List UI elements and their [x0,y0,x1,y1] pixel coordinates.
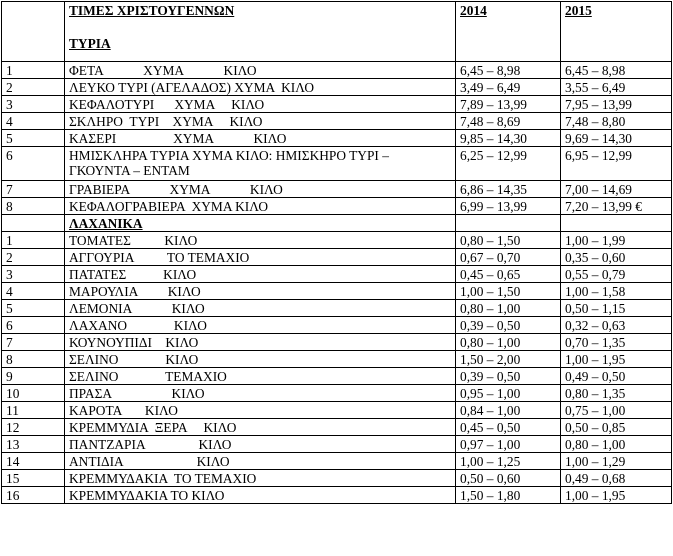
price-2015-text: 0,70 – 1,35 [565,335,626,350]
item-name-text: ΚΡΕΜΜΥΔΑΚΙΑ ΤΟ ΤΕΜΑΧΙΟ [69,471,257,486]
table-row [2,385,672,402]
section-header-2014-cell [456,215,561,232]
table-row [2,113,672,130]
row-number-text: 13 [6,437,20,452]
row-number [2,436,65,453]
item-name [65,96,456,113]
price-2015-text: 6,45 – 8,98 [565,63,626,78]
table-row [2,232,672,249]
row-number-text: 2 [6,80,13,95]
row-number [2,130,65,147]
price-2015-text: 1,00 – 1,58 [565,284,626,299]
row-number-text: 5 [6,131,13,146]
header-year1-cell [456,2,561,62]
price-2014 [456,351,561,368]
section-header-row [2,215,672,232]
price-2015 [561,385,672,402]
header-row [2,2,672,62]
price-2014-text: 1,50 – 2,00 [460,352,521,367]
price-2015 [561,419,672,436]
row-number [2,232,65,249]
price-table-body [2,2,672,504]
row-number [2,147,65,181]
header-num-cell [2,2,65,62]
row-number-text: 10 [6,386,20,401]
price-2014-text: 6,86 – 14,35 [460,182,527,197]
item-name-text: ΣΕΛΙΝΟ ΚΙΛΟ [69,352,199,367]
item-name [65,181,456,198]
price-2015 [561,113,672,130]
price-2015 [561,283,672,300]
row-number [2,198,65,215]
table-title: ΤΙΜΕΣ ΧΡΙΣΤΟΥΓΕΝΝΩΝ [69,3,235,18]
price-2015-text: 1,00 – 1,99 [565,233,626,248]
price-table [1,1,672,504]
row-number-text: 1 [6,233,13,248]
price-2015-text: 7,95 – 13,99 [565,97,632,112]
price-2015 [561,351,672,368]
row-number [2,402,65,419]
header-year2-cell [561,2,672,62]
item-name [65,436,456,453]
item-name-text: ΠΑΝΤΖΑΡΙΑ ΚΙΛΟ [69,437,232,452]
table-row [2,334,672,351]
item-name [65,147,456,181]
item-name-text: ΛΕΜΟΝΙΑ ΚΙΛΟ [69,301,205,316]
item-name-text: ΤΟΜΑΤΕΣ ΚΙΛΟ [69,233,198,248]
price-2015-text: 7,00 – 14,69 [565,182,632,197]
price-2014-text: 0,50 – 0,60 [460,471,521,486]
price-2014 [456,436,561,453]
price-2014-text: 6,99 – 13,99 [460,199,527,214]
price-2015 [561,79,672,96]
row-number-text: 11 [6,403,19,418]
row-number-text: 6 [6,148,13,163]
table-row [2,317,672,334]
price-2015-text: 1,00 – 1,95 [565,352,626,367]
table-row [2,283,672,300]
item-name [65,351,456,368]
item-name-text: ΚΕΦΑΛΟΤΥΡΙ ΧΥΜΑ ΚΙΛΟ [69,97,265,112]
price-2015-text: 0,80 – 1,00 [565,437,626,452]
price-2014-text: 7,48 – 8,69 [460,114,521,129]
item-name [65,317,456,334]
item-name-text: ΠΡΑΣΑ ΚΙΛΟ [69,386,205,401]
row-number-text: 3 [6,97,13,112]
item-name-text: ΚΡΕΜΜΥΔΑΚΙΑ ΤΟ ΚΙΛΟ [69,488,225,503]
item-name [65,334,456,351]
table-row [2,181,672,198]
price-2014 [456,96,561,113]
price-2014 [456,453,561,470]
price-2014 [456,402,561,419]
item-name-text: ΣΕΛΙΝΟ ΤΕΜΑΧΙΟ [69,369,227,384]
item-name-text: ΗΜΙΣΚΛΗΡΑ ΤΥΡΙΑ ΧΥΜΑ ΚΙΛΟ: ΗΜΙΣΚΗΡΟ ΤΥΡΙ – ΓΚΟΥΝΤΑ – ΕΝΤΑΜ [69,148,389,178]
price-2014-text: 6,25 – 12,99 [460,148,527,163]
price-2014-text: 0,80 – 1,00 [460,301,521,316]
price-2014-text: 0,80 – 1,50 [460,233,521,248]
row-number-text: 2 [6,250,13,265]
price-2014-text: 0,95 – 1,00 [460,386,521,401]
row-number [2,351,65,368]
price-2015-text: 0,49 – 0,68 [565,471,626,486]
price-2014 [456,368,561,385]
price-2014-text: 1,00 – 1,50 [460,284,521,299]
row-number-text: 4 [6,114,13,129]
price-2014 [456,113,561,130]
row-number-text: 3 [6,267,13,282]
row-number-text: 7 [6,335,13,350]
price-2014-text: 0,84 – 1,00 [460,403,521,418]
price-2015 [561,368,672,385]
table-row [2,470,672,487]
row-number [2,283,65,300]
item-name [65,79,456,96]
item-name-text: ΚΕΦΑΛΟΓΡΑΒΙΕΡΑ ΧΥΜΑ ΚΙΛΟ [69,199,269,214]
row-number-text: 8 [6,352,13,367]
item-name [65,300,456,317]
table-row [2,402,672,419]
row-number [2,317,65,334]
price-2015 [561,198,672,215]
table-row [2,351,672,368]
item-name-text: ΑΓΓΟΥΡΙΑ ΤΟ ΤΕΜΑΧΙΟ [69,250,250,265]
price-2015 [561,181,672,198]
price-2014 [456,147,561,181]
table-row [2,266,672,283]
table-row [2,79,672,96]
row-number-text: 6 [6,318,13,333]
item-name [65,283,456,300]
row-number-text: 4 [6,284,13,299]
item-name-text: ΚΟΥΝΟΥΠΙΔΙ ΚΙΛΟ [69,335,199,350]
price-2014-text: 0,39 – 0,50 [460,318,521,333]
table-row [2,249,672,266]
price-2015 [561,300,672,317]
row-number [2,368,65,385]
price-2014 [456,79,561,96]
row-number-text: 16 [6,488,20,503]
header-title-cell [65,2,456,62]
price-2014 [456,317,561,334]
item-name [65,198,456,215]
price-2014 [456,266,561,283]
row-number [2,334,65,351]
row-number-text: 9 [6,369,13,384]
price-2014-text: 1,00 – 1,25 [460,454,521,469]
item-name [65,453,456,470]
item-name-text: ΚΑΡΟΤΑ ΚΙΛΟ [69,403,178,418]
section-header-num-cell [2,215,65,232]
table-row [2,453,672,470]
item-name-text: ΦΕΤΑ ΧΥΜΑ ΚΙΛΟ [69,63,257,78]
price-2014-text: 0,45 – 0,65 [460,267,521,282]
price-2014 [456,62,561,79]
item-name-text: ΜΑΡΟΥΛΙΑ ΚΙΛΟ [69,284,201,299]
price-2015 [561,436,672,453]
item-name [65,62,456,79]
price-2014 [456,232,561,249]
item-name-text: ΣΚΛΗΡΟ ΤΥΡΙ ΧΥΜΑ ΚΙΛΟ [69,114,263,129]
price-2015-text: 7,20 – 13,99 € [565,199,642,214]
price-2015 [561,96,672,113]
row-number [2,181,65,198]
price-2015 [561,249,672,266]
price-2015 [561,130,672,147]
price-2014 [456,487,561,504]
row-number [2,266,65,283]
row-number [2,79,65,96]
row-number-text: 8 [6,199,13,214]
row-number [2,453,65,470]
price-2015-text: 0,80 – 1,35 [565,386,626,401]
price-2014-text: 0,80 – 1,00 [460,335,521,350]
item-name [65,232,456,249]
price-2015-text: 0,50 – 0,85 [565,420,626,435]
table-row [2,147,672,181]
row-number [2,385,65,402]
price-2014-text: 0,97 – 1,00 [460,437,521,452]
row-number [2,487,65,504]
table-row [2,368,672,385]
price-2015-text: 0,32 – 0,63 [565,318,626,333]
price-2014 [456,283,561,300]
table-row [2,96,672,113]
price-2014-text: 0,39 – 0,50 [460,369,521,384]
price-2014-text: 0,45 – 0,50 [460,420,521,435]
item-name [65,470,456,487]
row-number [2,96,65,113]
row-number-text: 14 [6,454,20,469]
table-row [2,300,672,317]
item-name-text: ΛΕΥΚΟ ΤΥΡΙ (ΑΓΕΛΑΔΟΣ) ΧΥΜΑ ΚΙΛΟ [69,80,315,95]
item-name-text: ΚΑΣΕΡΙ ΧΥΜΑ ΚΙΛΟ [69,131,287,146]
price-2014 [456,470,561,487]
item-name [65,113,456,130]
price-2015-text: 9,69 – 14,30 [565,131,632,146]
item-name-text: ΠΑΤΑΤΕΣ ΚΙΛΟ [69,267,197,282]
table-row [2,487,672,504]
year-2015-label: 2015 [565,3,592,18]
price-2014 [456,198,561,215]
table-row [2,436,672,453]
price-2015 [561,62,672,79]
price-2014 [456,385,561,402]
item-name [65,402,456,419]
table-row [2,62,672,79]
price-2014 [456,249,561,266]
price-2015 [561,334,672,351]
price-2015 [561,317,672,334]
section-title-cheeses: ΤΥΡΙΑ [69,36,111,51]
price-2015-text: 1,00 – 1,95 [565,488,626,503]
price-2015 [561,453,672,470]
price-2015-text: 6,95 – 12,99 [565,148,632,163]
section-header-2015-cell [561,215,672,232]
row-number-text: 1 [6,63,13,78]
price-2015-text: 3,55 – 6,49 [565,80,626,95]
price-2014-text: 9,85 – 14,30 [460,131,527,146]
item-name [65,385,456,402]
row-number [2,249,65,266]
row-number [2,300,65,317]
row-number-text: 12 [6,420,20,435]
table-row [2,419,672,436]
price-2014 [456,130,561,147]
item-name [65,368,456,385]
price-2014-text: 7,89 – 13,99 [460,97,527,112]
price-2014 [456,300,561,317]
price-2014-text: 3,49 – 6,49 [460,80,521,95]
price-2015-text: 0,49 – 0,50 [565,369,626,384]
row-number-text: 7 [6,182,13,197]
price-2015-text: 0,50 – 1,15 [565,301,626,316]
price-2015 [561,147,672,181]
price-2015 [561,232,672,249]
price-2015-text: 0,55 – 0,79 [565,267,626,282]
price-2015 [561,487,672,504]
item-name-text: ΑΝΤΙΔΙΑ ΚΙΛΟ [69,454,230,469]
table-row [2,130,672,147]
price-2014-text: 0,67 – 0,70 [460,250,521,265]
row-number-text: 5 [6,301,13,316]
item-name-text: ΚΡΕΜΜΥΔΙΑ ΞΕΡΑ ΚΙΛΟ [69,420,237,435]
price-2015-text: 1,00 – 1,29 [565,454,626,469]
item-name [65,130,456,147]
year-2014-label: 2014 [460,3,487,18]
section-title-vegetables: ΛΑΧΑΝΙΚΑ [69,216,143,231]
row-number [2,113,65,130]
table-row [2,198,672,215]
item-name [65,487,456,504]
row-number [2,62,65,79]
price-2015-text: 0,75 – 1,00 [565,403,626,418]
price-2015 [561,470,672,487]
price-2014 [456,334,561,351]
price-2015 [561,402,672,419]
section-header-title-cell [65,215,456,232]
row-number [2,470,65,487]
price-2015-text: 7,48 – 8,80 [565,114,626,129]
price-2014-text: 1,50 – 1,80 [460,488,521,503]
price-2014-text: 6,45 – 8,98 [460,63,521,78]
item-name [65,266,456,283]
price-2015 [561,266,672,283]
row-number [2,419,65,436]
price-2014 [456,181,561,198]
row-number-text: 15 [6,471,20,486]
item-name-text: ΓΡΑΒΙΕΡΑ ΧΥΜΑ ΚΙΛΟ [69,182,283,197]
item-name [65,249,456,266]
item-name-text: ΛΑΧΑΝΟ ΚΙΛΟ [69,318,207,333]
item-name [65,419,456,436]
price-2015-text: 0,35 – 0,60 [565,250,626,265]
price-2014 [456,419,561,436]
